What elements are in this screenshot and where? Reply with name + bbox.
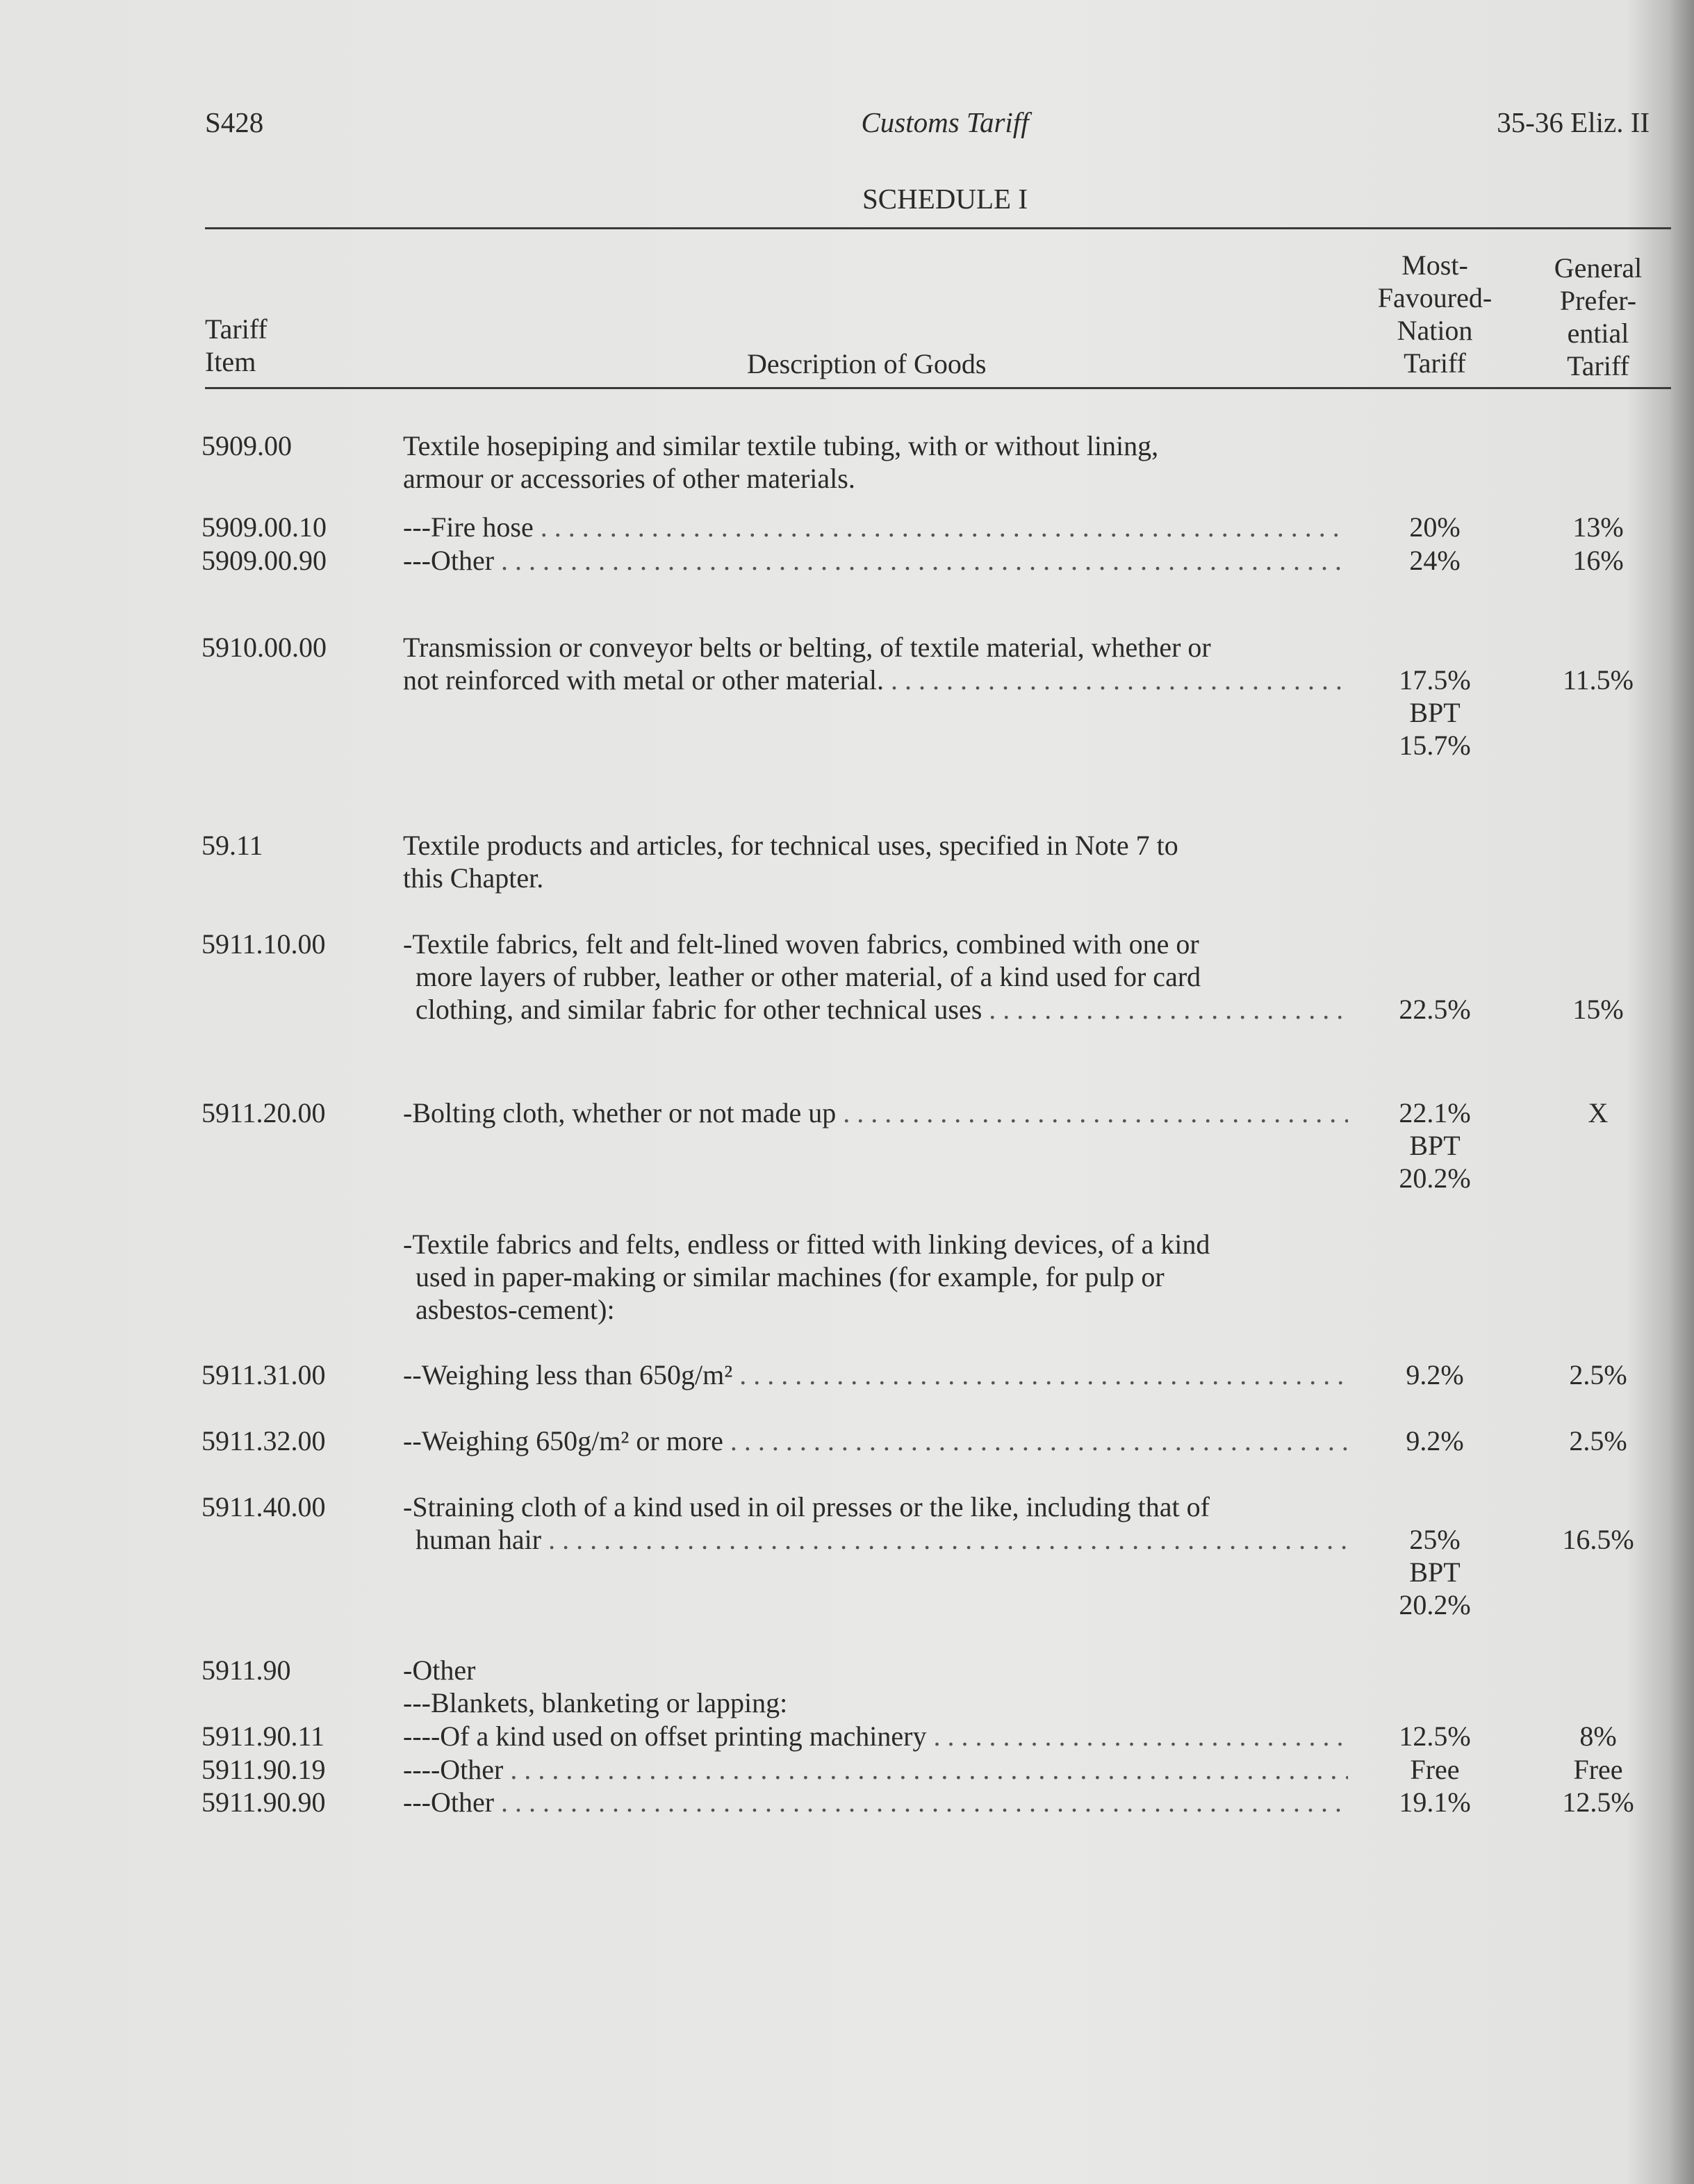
mfn-rate [1355, 544, 1515, 577]
goods-description [403, 1228, 1348, 1326]
page-number: S428 [205, 106, 264, 138]
tariff-item-code: 5911.10.00 [202, 928, 326, 960]
gpt-rate [1518, 511, 1678, 543]
gpt-rate [1518, 1523, 1678, 1556]
description-line: asbestos-cement): [416, 1294, 615, 1325]
column-header-line: Most- [1401, 249, 1468, 281]
description-line: Transmission or conveyor belts or belting, of textile material, whether or [403, 632, 1211, 663]
description-line: -Textile fabrics and felts, endless or fitted with linking devices, of a kind [403, 1229, 1210, 1260]
rate-value: BPT [1409, 1557, 1461, 1588]
description-line: ----Of a kind used on offset printing machinery . . . [403, 1720, 1348, 1752]
rate-value: Free [1573, 1754, 1623, 1785]
column-header-line: ential [1567, 318, 1629, 349]
goods-description [403, 544, 1348, 577]
column-header-line: Tariff [205, 313, 268, 345]
description-line: used in paper-making or similar machines (for example, for pulp or [416, 1261, 1165, 1292]
gpt-rate [1518, 1358, 1678, 1391]
gpt-rate [1518, 1786, 1678, 1818]
rate-value: 20.2% [1399, 1589, 1471, 1620]
column-header-line: Tariff [1404, 347, 1466, 379]
goods-description [403, 1654, 1348, 1686]
column-header-line: Favoured- [1377, 282, 1492, 313]
mfn-rate [1355, 1720, 1515, 1752]
rate-value: 9.2% [1406, 1425, 1464, 1456]
rate-value: 24% [1409, 545, 1461, 576]
tariff-item-code: 5911.40.00 [202, 1491, 326, 1522]
description-line: Textile products and articles, for technical uses, specified in Note 7 to [403, 830, 1178, 861]
description-line: --Weighing 650g/m² or more . . . [403, 1424, 1348, 1457]
mfn-rate [1355, 1358, 1515, 1391]
column-header-line: General [1554, 252, 1643, 284]
mfn-rate [1355, 664, 1515, 762]
column-header-line: Prefer- [1559, 285, 1637, 316]
rate-value: 2.5% [1569, 1359, 1627, 1390]
goods-description [403, 1686, 1348, 1719]
tariff-item-code: 5911.32.00 [202, 1425, 326, 1456]
tariff-item-code: 5911.90.11 [202, 1721, 325, 1752]
rate-value: BPT [1409, 697, 1461, 728]
description-line: -Bolting cloth, whether or not made up . . . [403, 1097, 1348, 1129]
description-line: -Straining cloth of a kind used in oil presses or the like, including that of [403, 1491, 1210, 1522]
mfn-rate [1355, 1097, 1515, 1194]
gpt-rate [1518, 1424, 1678, 1457]
gpt-rate [1518, 664, 1678, 696]
rate-value: 12.5% [1562, 1787, 1634, 1818]
goods-description [403, 511, 1348, 543]
schedule-title: SCHEDULE I [862, 183, 1028, 215]
rate-value: 20.2% [1399, 1163, 1471, 1194]
tariff-item-code: 5909.00.90 [202, 545, 327, 576]
tariff-item-code: 5911.20.00 [202, 1097, 326, 1128]
column-header-gpt-tariff [1518, 252, 1678, 382]
running-title: Customs Tariff [861, 106, 1029, 138]
mfn-rate [1355, 1523, 1515, 1621]
rate-value: 22.5% [1399, 994, 1471, 1025]
rate-value: 9.2% [1406, 1359, 1464, 1390]
column-header-tariff-item [205, 313, 268, 378]
gpt-rate [1518, 993, 1678, 1026]
column-header-line: Item [205, 346, 256, 377]
description-line: -Other [403, 1655, 476, 1686]
rate-value: 22.1% [1399, 1097, 1471, 1128]
goods-description [403, 429, 1348, 495]
mfn-rate [1355, 511, 1515, 543]
rate-value: 16.5% [1562, 1524, 1634, 1555]
description-line: --Weighing less than 650g/m² . . . [403, 1358, 1348, 1391]
description-line: human hair . . . [403, 1523, 1348, 1556]
mfn-rate [1355, 993, 1515, 1026]
rate-value: 17.5% [1399, 664, 1471, 696]
description-line: ---Other . . . [403, 1786, 1348, 1818]
goods-description [403, 1491, 1348, 1556]
goods-description [403, 1720, 1348, 1752]
description-line: not reinforced with metal or other material. . . . [403, 664, 1348, 696]
gpt-rate [1518, 1720, 1678, 1752]
tariff-item-code: 5911.90.90 [202, 1787, 326, 1818]
column-header-mfn-tariff [1355, 249, 1515, 379]
rate-value: 2.5% [1569, 1425, 1627, 1456]
mfn-rate [1355, 1753, 1515, 1786]
column-header-description: Description of Goods [747, 348, 987, 379]
header-bottom-rule [205, 387, 1671, 389]
rate-value: BPT [1409, 1130, 1461, 1161]
goods-description [403, 1786, 1348, 1818]
tariff-item-code: 5909.00 [202, 430, 292, 461]
tariff-item-code: 5911.90.19 [202, 1754, 326, 1785]
goods-description [403, 928, 1348, 1026]
description-line: ---Blankets, blanketing or lapping: [403, 1687, 788, 1718]
goods-description [403, 1753, 1348, 1786]
column-header-line: Tariff [1567, 350, 1629, 381]
top-rule [205, 227, 1671, 229]
rate-value: 25% [1409, 1524, 1461, 1555]
rate-value: Free [1410, 1754, 1460, 1785]
goods-description [403, 829, 1348, 894]
description-line: ----Other . . . [403, 1753, 1348, 1786]
description-line: ---Fire hose . . . [403, 511, 1348, 543]
rate-value: 16% [1572, 545, 1624, 576]
rate-value: 15.7% [1399, 730, 1471, 761]
tariff-item-code: 5910.00.00 [202, 632, 327, 663]
goods-description [403, 1424, 1348, 1457]
rate-value: 19.1% [1399, 1787, 1471, 1818]
description-line: clothing, and similar fabric for other technical uses . . . [403, 993, 1348, 1026]
rate-value: 13% [1572, 511, 1624, 543]
goods-description [403, 1097, 1348, 1129]
description-line: Textile hosepiping and similar textile tubing, with or without lining, [403, 430, 1159, 461]
statute-reference: 35-36 Eliz. II [1497, 106, 1650, 138]
description-line: ---Other . . . [403, 544, 1348, 577]
tariff-item-code: 59.11 [202, 830, 263, 861]
tariff-item-code: 5909.00.10 [202, 511, 327, 543]
rate-value: 15% [1572, 994, 1624, 1025]
goods-description [403, 1358, 1348, 1391]
tariff-item-code: 5911.31.00 [202, 1359, 326, 1390]
rate-value: 8% [1579, 1721, 1617, 1752]
column-header-line: Nation [1397, 315, 1473, 346]
description-line: this Chapter. [403, 862, 544, 894]
rate-value: 20% [1409, 511, 1461, 543]
mfn-rate [1355, 1786, 1515, 1818]
rate-value: X [1588, 1097, 1609, 1128]
rate-value: 12.5% [1399, 1721, 1471, 1752]
rate-value: 11.5% [1563, 664, 1634, 696]
gpt-rate [1518, 1097, 1678, 1129]
gpt-rate [1518, 1753, 1678, 1786]
tariff-item-code: 5911.90 [202, 1655, 291, 1686]
description-line: armour or accessories of other materials. [403, 463, 855, 494]
description-line: more layers of rubber, leather or other material, of a kind used for card [416, 961, 1201, 992]
goods-description [403, 631, 1348, 696]
mfn-rate [1355, 1424, 1515, 1457]
description-line: -Textile fabrics, felt and felt-lined woven fabrics, combined with one or [403, 928, 1199, 960]
gpt-rate [1518, 544, 1678, 577]
